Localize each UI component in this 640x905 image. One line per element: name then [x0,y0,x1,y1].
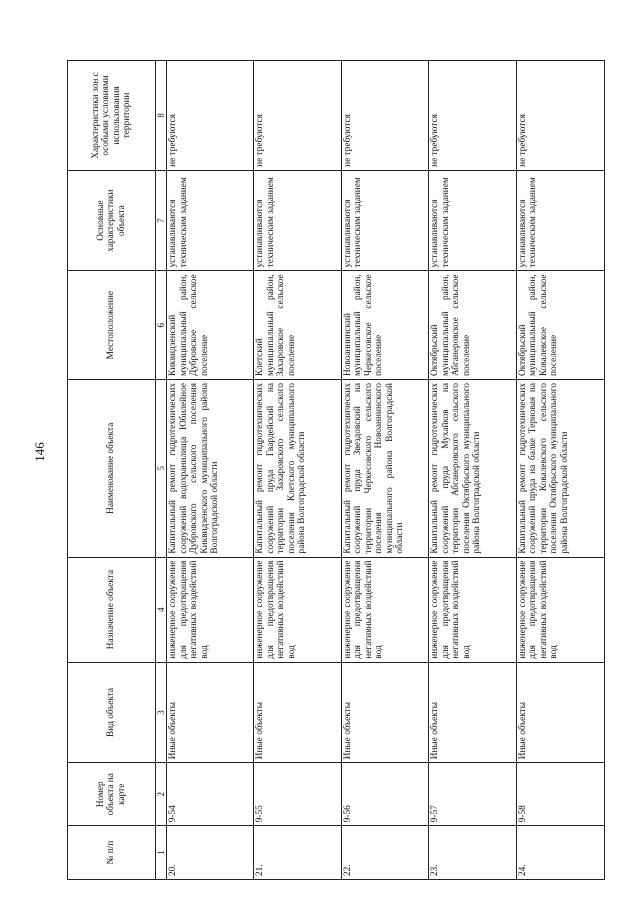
column-number: 6 [156,271,167,380]
cell-num: 21. [254,826,341,880]
cell-purpose: инженерное сооружение для предотвращения негативных воздействий вод [341,557,428,662]
cell-num: 23. [429,826,516,880]
cell-characteristics: устанавливаются техническим заданием [341,170,428,270]
column-number: 7 [156,170,167,270]
column-numbers-row [156,61,167,880]
cell-zones: не требуются [167,61,254,171]
header-name: Наименование объекта [68,380,156,558]
header-row [68,61,156,880]
cell-characteristics: устанавливаются техническим заданием [429,170,516,270]
table-row [167,61,254,880]
cell-zones: не требуются [516,61,604,171]
cell-location: Киквидзенский муниципальный район, Дубровское сельское поселение [167,271,254,380]
header-characteristics: Основные характеристики объекта [68,170,156,270]
cell-name: Капитальный ремонт гидротехнических сооружений пруда на балке Терновая на территории Ковалевского сельского поселения Октябрьского муниципального района Волгоградской области [516,380,604,558]
cell-location: Клетский муниципальный район, Захаровское сельское поселение [254,271,341,380]
cell-object-type: Иные объекты [516,662,604,762]
table-row [341,61,428,880]
cell-zones: не требуются [341,61,428,171]
header-purpose: Назначение объекта [68,557,156,662]
page-number: 146 [32,442,47,462]
header-object-type: Вид объекта [68,662,156,762]
column-number: 3 [156,662,167,762]
cell-object-type: Иные объекты [429,662,516,762]
cell-characteristics: устанавливаются техническим заданием [254,170,341,270]
column-number: 2 [156,763,167,826]
cell-name: Капитальный ремонт гидротехнических сооружений пруда Мухайков на территории Абганеровского сельского поселения Октябрьского муниципального района Волгоградской области [429,380,516,558]
table-row [516,61,604,880]
header-map-number: Номер объекта на карте [68,763,156,826]
table-row [429,61,516,880]
cell-zones: не требуются [429,61,516,171]
cell-map-number: 9-58 [516,763,604,826]
column-number: 4 [156,557,167,662]
header-zones: Характеристики зон с особыми условиями использования территории [68,61,156,171]
cell-location: Октябрьский муниципальный район, Ковалевское сельское поселение [516,271,604,380]
cell-location: Новоаннинский муниципальный район, Черкесовское сельское поселение [341,271,428,380]
rotated-table-container [67,60,605,880]
cell-location: Октябрьский муниципальный район, Абганеровское сельское поселение [429,271,516,380]
header-num: № п/п [68,826,156,880]
cell-object-type: Иные объекты [341,662,428,762]
column-number: 5 [156,380,167,558]
cell-object-type: Иные объекты [254,662,341,762]
cell-map-number: 9-57 [429,763,516,826]
cell-characteristics: устанавливаются техническим заданием [167,170,254,270]
cell-num: 24. [516,826,604,880]
cell-name: Капитальный ремонт гидротехнических сооружений пруда Звездовский на территории Черкесовского сельского поселения Новоаннинского муниципального района Волгоградской области [341,380,428,558]
cell-map-number: 9-56 [341,763,428,826]
table-row [254,61,341,880]
cell-num: 22. [341,826,428,880]
cell-purpose: инженерное сооружение для предотвращения негативных воздействий вод [429,557,516,662]
cell-num: 20. [167,826,254,880]
column-number: 8 [156,61,167,171]
header-location: Местоположение [68,271,156,380]
cell-characteristics: устанавливаются техническим заданием [516,170,604,270]
cell-zones: не требуются [254,61,341,171]
cell-name: Капитальный ремонт гидротехнических сооружений пруда Гвардейский на территории Захаровского сельского поселения Клетского муниципального района Волгоградской области [254,380,341,558]
cell-purpose: инженерное сооружение для предотвращения негативных воздействий вод [167,557,254,662]
cell-purpose: инженерное сооружение для предотвращения негативных воздействий вод [254,557,341,662]
column-number: 1 [156,826,167,880]
cell-purpose: инженерное сооружение для предотвращения негативных воздействий вод [516,557,604,662]
cell-map-number: 9-54 [167,763,254,826]
cell-name: Капитальный ремонт гидротехнических сооружений водохранилища Юбилейное Дубровского сельского поселения Киквидзенского муниципального района Волгоградской области [167,380,254,558]
cell-map-number: 9-55 [254,763,341,826]
objects-table [67,60,605,880]
cell-object-type: Иные объекты [167,662,254,762]
